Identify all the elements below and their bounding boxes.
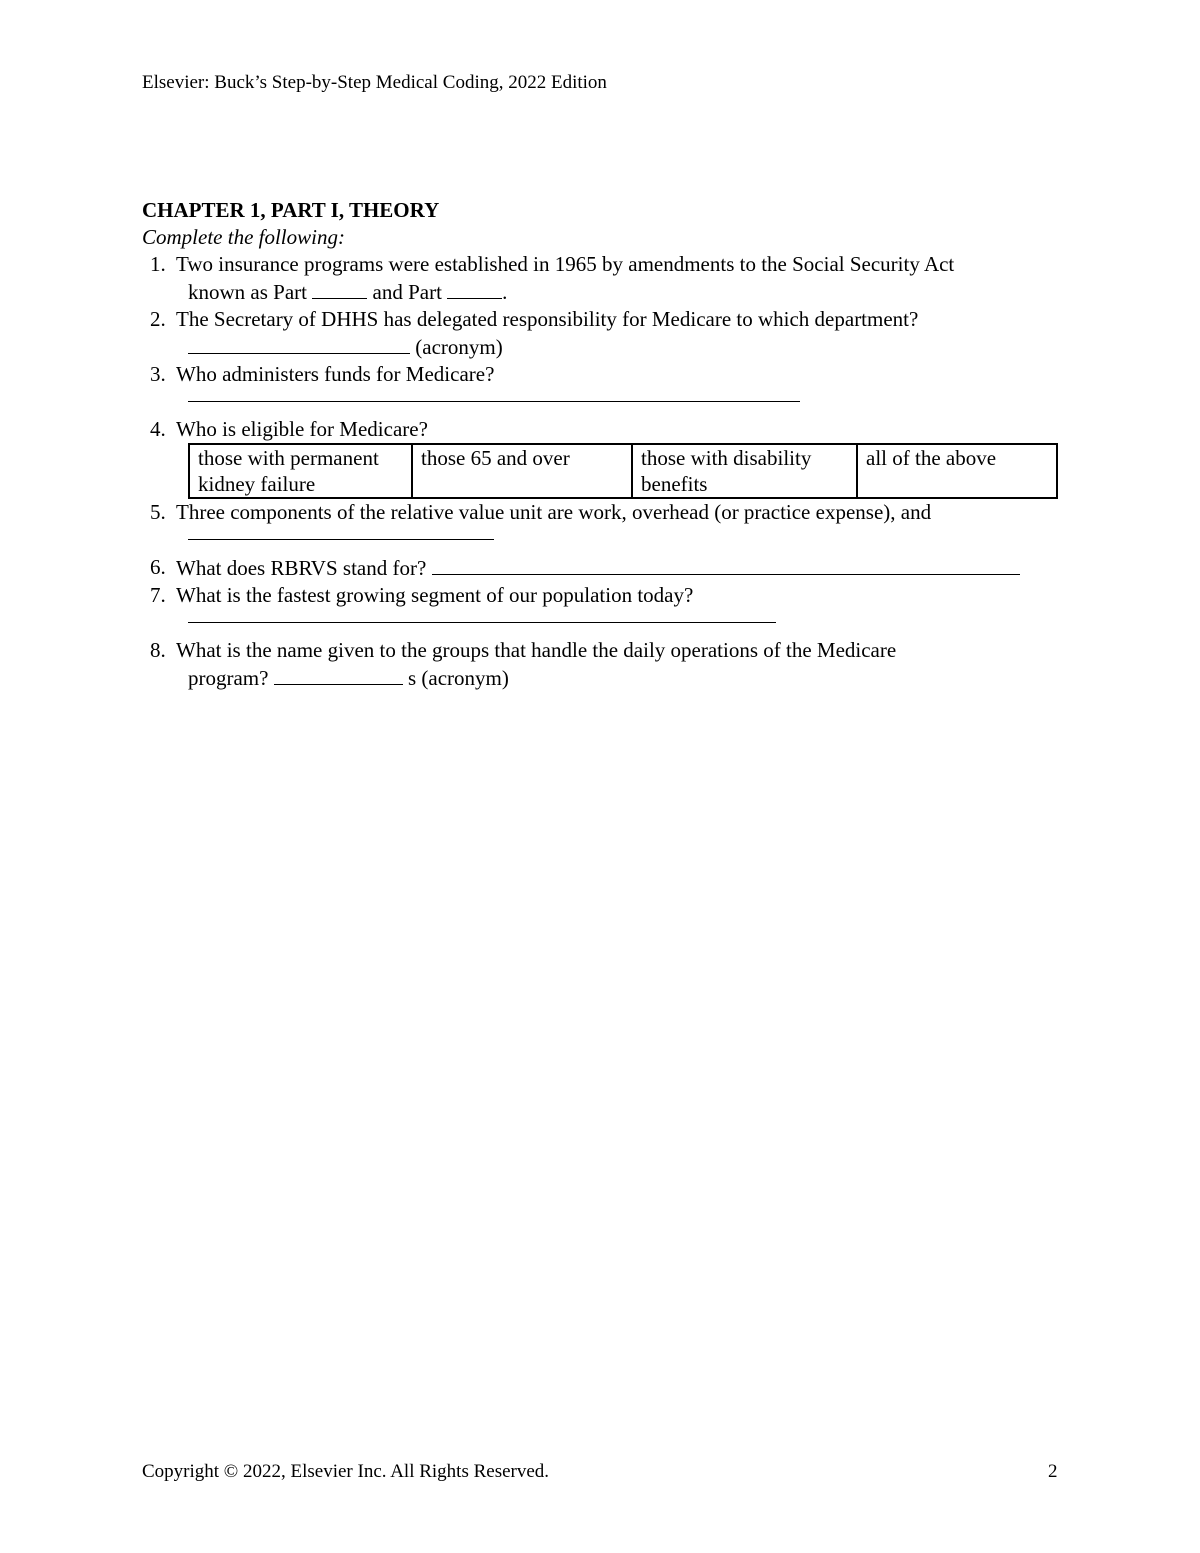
page-number: 2 xyxy=(1048,1461,1058,1482)
question-3 xyxy=(142,361,1062,402)
question-text: Two insurance programs were established in 1965 by amendments to the Social Security Act xyxy=(176,252,955,276)
question-6 xyxy=(142,554,1062,582)
question-2 xyxy=(142,306,1062,361)
question-5 xyxy=(142,499,1062,540)
question-line xyxy=(176,554,1062,582)
answer-blank-part-1[interactable] xyxy=(312,278,367,299)
question-continuation xyxy=(176,664,1062,692)
question-text-suffix: s (acronym) xyxy=(407,666,509,690)
copyright-footer: Copyright © 2022, Elsevier Inc. All Rights Reserved. xyxy=(142,1461,550,1482)
question-number: 3. xyxy=(150,362,166,386)
question-text-suffix: (acronym) xyxy=(415,335,503,359)
running-header: Elsevier: Buck’s Step-by-Step Medical Coding, 2022 Edition xyxy=(142,72,607,93)
question-number: 7. xyxy=(150,583,166,607)
question-text-prefix: known as Part xyxy=(188,280,307,304)
question-number: 1. xyxy=(150,252,166,276)
question-8 xyxy=(142,637,1062,692)
answer-blank[interactable] xyxy=(274,664,403,685)
answer-blank[interactable] xyxy=(188,388,800,402)
instructions: Complete the following: xyxy=(142,225,345,249)
question-text: Who administers funds for Medicare? xyxy=(176,362,495,386)
question-text: What is the fastest growing segment of our population today? xyxy=(176,583,694,607)
question-number: 6. xyxy=(150,555,166,579)
answer-blank[interactable] xyxy=(188,526,494,540)
question-number: 2. xyxy=(150,307,166,331)
question-4 xyxy=(142,416,1062,499)
question-text: What does RBRVS stand for? xyxy=(176,556,427,580)
question-1 xyxy=(142,251,1062,306)
answer-blank[interactable] xyxy=(432,554,1020,575)
question-continuation xyxy=(176,278,1062,306)
question-text: The Secretary of DHHS has delegated responsibility for Medicare to which department? xyxy=(176,307,919,331)
question-number: 4. xyxy=(150,417,166,441)
answer-choice[interactable]: those with disability benefits xyxy=(632,444,857,498)
question-text-suffix: . xyxy=(502,280,508,304)
answer-blank[interactable] xyxy=(188,333,410,354)
answer-blank-part-2[interactable] xyxy=(447,278,502,299)
question-text-mid: and Part xyxy=(372,280,442,304)
answer-choices-row xyxy=(189,444,1057,498)
question-number: 5. xyxy=(150,500,166,524)
answer-choices-table xyxy=(188,443,1058,499)
question-text: Three components of the relative value unit are work, overhead (or practice expense), and xyxy=(176,500,932,524)
question-7 xyxy=(142,582,1062,623)
question-text-prefix: program? xyxy=(188,666,269,690)
question-text: Who is eligible for Medicare? xyxy=(176,417,428,441)
question-number: 8. xyxy=(150,638,166,662)
question-list xyxy=(142,251,1062,692)
answer-blank[interactable] xyxy=(188,609,776,623)
question-text: What is the name given to the groups that handle the daily operations of the Medicare xyxy=(176,638,897,662)
chapter-title: CHAPTER 1, PART I, THEORY xyxy=(142,198,440,222)
answer-choice[interactable]: those with permanent kidney failure xyxy=(189,444,412,498)
answer-choice[interactable]: those 65 and over xyxy=(412,444,632,498)
answer-choice[interactable]: all of the above xyxy=(857,444,1057,498)
worksheet-content xyxy=(142,197,1062,692)
question-continuation xyxy=(176,333,1062,361)
